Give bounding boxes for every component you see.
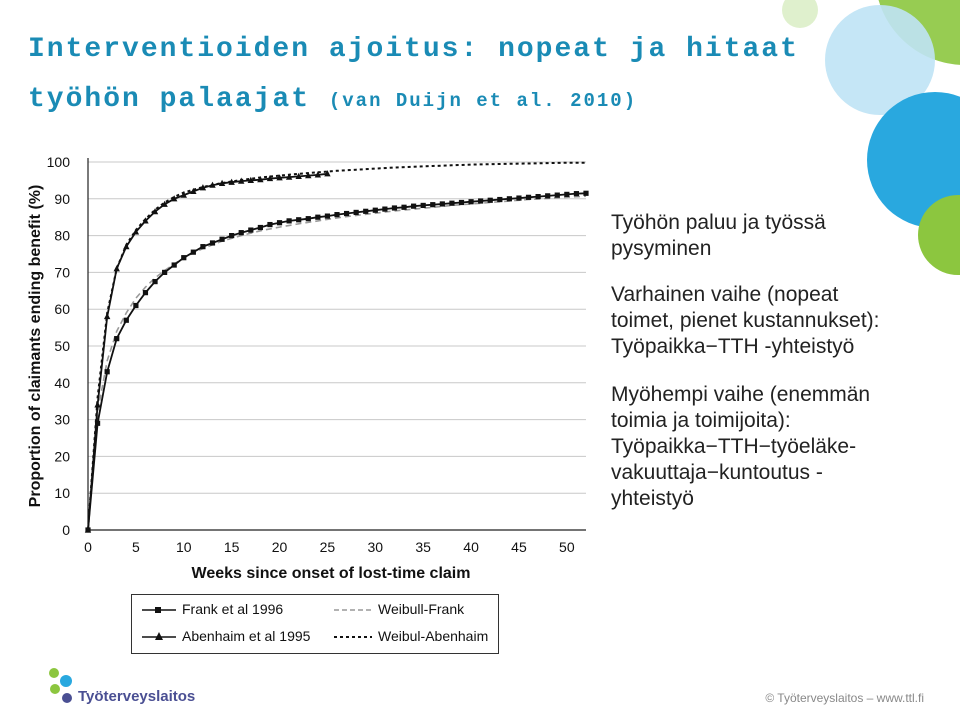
- data-point-frank-et-al-1996: [516, 195, 521, 200]
- x-tick-label: 30: [367, 539, 384, 555]
- x-tick-label: 25: [319, 539, 336, 555]
- notes-early-line: Varhainen vaihe (nopeat: [611, 283, 839, 306]
- slide-title-citation: (van Duijn et al. 2010): [328, 90, 638, 112]
- notes-heading: [611, 210, 826, 262]
- y-tick-label: 60: [54, 301, 70, 318]
- series-line-frank-et-al-1996: [88, 193, 586, 530]
- data-point-frank-et-al-1996: [583, 191, 588, 196]
- data-point-frank-et-al-1996: [143, 290, 148, 295]
- legend-label-abenhaim: Abenhaim et al 1995: [182, 628, 311, 644]
- data-point-frank-et-al-1996: [421, 203, 426, 208]
- slide-title-main: työhön palaajat: [28, 84, 311, 115]
- data-point-frank-et-al-1996: [124, 318, 129, 323]
- data-point-frank-et-al-1996: [363, 209, 368, 214]
- x-tick-label: 5: [131, 539, 140, 555]
- y-tick-label: 80: [54, 227, 70, 244]
- data-point-frank-et-al-1996: [382, 207, 387, 212]
- logo-dot-blue: [60, 675, 72, 687]
- data-point-frank-et-al-1996: [239, 230, 244, 235]
- x-tick-label: 10: [175, 539, 192, 555]
- data-point-frank-et-al-1996: [545, 193, 550, 198]
- x-tick-label: 20: [271, 539, 288, 555]
- data-point-frank-et-al-1996: [114, 336, 119, 341]
- notes-early-phase: [611, 282, 879, 360]
- data-point-frank-et-al-1996: [200, 244, 205, 249]
- data-point-frank-et-al-1996: [277, 220, 282, 225]
- data-point-abenhaim-et-al-1995: [114, 265, 120, 271]
- x-tick-label: 35: [415, 539, 431, 555]
- data-point-frank-et-al-1996: [344, 211, 349, 216]
- data-point-frank-et-al-1996: [526, 195, 531, 200]
- pale-green-circle: [782, 0, 818, 28]
- y-tick-label: 30: [54, 411, 70, 428]
- data-point-frank-et-al-1996: [468, 199, 473, 204]
- slide-title-line1: Interventioiden ajoitus: nopeat ja hitaat: [28, 34, 799, 65]
- data-point-frank-et-al-1996: [248, 227, 253, 232]
- notes-late-line: Työpaikka−TTH−työeläke-: [611, 435, 857, 458]
- y-tick-label: 0: [62, 522, 70, 538]
- legend-label-weibull-abenhaim: Weibul-Abenhaim: [378, 628, 489, 644]
- ttl-logo-icon: [46, 665, 80, 705]
- chart-legend: [131, 594, 499, 654]
- data-point-frank-et-al-1996: [497, 197, 502, 202]
- logo-dot-purple: [62, 693, 72, 703]
- data-point-frank-et-al-1996: [334, 212, 339, 217]
- y-axis-label: Proportion of claimants ending benefit (%): [27, 184, 44, 508]
- y-tick-label: 100: [46, 154, 70, 170]
- legend-label-frank: Frank et al 1996: [182, 601, 284, 617]
- data-point-frank-et-al-1996: [401, 205, 406, 210]
- x-tick-label: 0: [84, 539, 92, 555]
- legend-marker-triangle: [155, 632, 163, 640]
- legend-label-weibull-frank: Weibull-Frank: [378, 601, 465, 617]
- data-point-frank-et-al-1996: [488, 198, 493, 203]
- logo-text: Työterveyslaitos: [78, 688, 196, 705]
- data-point-frank-et-al-1996: [133, 303, 138, 308]
- notes-heading-line: pysyminen: [611, 237, 712, 260]
- series-line-weibull-frank: [88, 196, 586, 530]
- data-point-frank-et-al-1996: [555, 193, 560, 198]
- x-axis-label: Weeks since onset of lost-time claim: [191, 565, 471, 580]
- y-tick-label: 50: [54, 338, 70, 354]
- notes-early-line: toimet, pienet kustannukset):: [611, 309, 880, 332]
- y-tick-label: 10: [54, 485, 70, 502]
- data-point-abenhaim-et-al-1995: [104, 313, 110, 319]
- data-point-frank-et-al-1996: [172, 262, 177, 267]
- data-point-frank-et-al-1996: [152, 279, 157, 284]
- data-point-frank-et-al-1996: [440, 201, 445, 206]
- notes-late-line: vakuuttaja−kuntoutus -: [611, 461, 823, 484]
- data-point-frank-et-al-1996: [162, 270, 167, 275]
- data-point-frank-et-al-1996: [507, 196, 512, 201]
- logo-dot-green-2: [50, 684, 60, 694]
- data-point-frank-et-al-1996: [315, 215, 320, 220]
- data-point-frank-et-al-1996: [296, 217, 301, 222]
- x-tick-label: 15: [223, 539, 240, 555]
- legend-marker-square: [155, 607, 161, 613]
- data-point-abenhaim-et-al-1995: [94, 401, 100, 407]
- y-tick-label: 20: [54, 448, 70, 465]
- notes-heading-line: Työhön paluu ja työssä: [611, 211, 826, 234]
- data-point-frank-et-al-1996: [191, 250, 196, 255]
- x-tick-label: 45: [511, 539, 527, 555]
- x-tick-label: 40: [463, 539, 479, 555]
- data-point-frank-et-al-1996: [430, 202, 435, 207]
- slide-title-line2: [28, 84, 637, 115]
- logo-dot-green: [49, 668, 59, 678]
- data-point-frank-et-al-1996: [105, 369, 110, 374]
- data-point-frank-et-al-1996: [306, 216, 311, 221]
- data-point-frank-et-al-1996: [219, 237, 224, 242]
- data-point-frank-et-al-1996: [325, 213, 330, 218]
- y-tick-label: 90: [54, 190, 70, 207]
- data-point-frank-et-al-1996: [478, 198, 483, 203]
- data-point-frank-et-al-1996: [210, 240, 215, 245]
- data-point-frank-et-al-1996: [449, 201, 454, 206]
- data-point-frank-et-al-1996: [287, 218, 292, 223]
- notes-late-line: Myöhempi vaihe (enemmän: [611, 383, 871, 406]
- data-point-frank-et-al-1996: [373, 208, 378, 213]
- data-point-frank-et-al-1996: [564, 192, 569, 197]
- data-point-frank-et-al-1996: [574, 191, 579, 196]
- notes-late-line: toimia ja toimijoita):: [611, 409, 791, 432]
- footer-copyright: © Työterveyslaitos – www.ttl.fi: [765, 691, 924, 705]
- y-tick-label: 40: [54, 374, 70, 391]
- y-tick-label: 70: [54, 264, 70, 281]
- data-point-frank-et-al-1996: [181, 255, 186, 260]
- data-point-frank-et-al-1996: [258, 225, 263, 230]
- data-point-frank-et-al-1996: [354, 210, 359, 215]
- notes-late-line: yhteistyö: [611, 487, 694, 510]
- series-line-abenhaim-et-al-1995: [88, 174, 327, 530]
- data-point-frank-et-al-1996: [411, 204, 416, 209]
- data-point-frank-et-al-1996: [267, 222, 272, 227]
- data-point-frank-et-al-1996: [459, 200, 464, 205]
- data-point-frank-et-al-1996: [229, 233, 234, 238]
- survival-chart: [0, 140, 600, 580]
- data-point-frank-et-al-1996: [392, 205, 397, 210]
- notes-early-line: Työpaikka−TTH -yhteistyö: [611, 335, 855, 358]
- notes-late-phase: [611, 382, 870, 512]
- data-point-frank-et-al-1996: [536, 194, 541, 199]
- x-tick-label: 50: [559, 539, 575, 555]
